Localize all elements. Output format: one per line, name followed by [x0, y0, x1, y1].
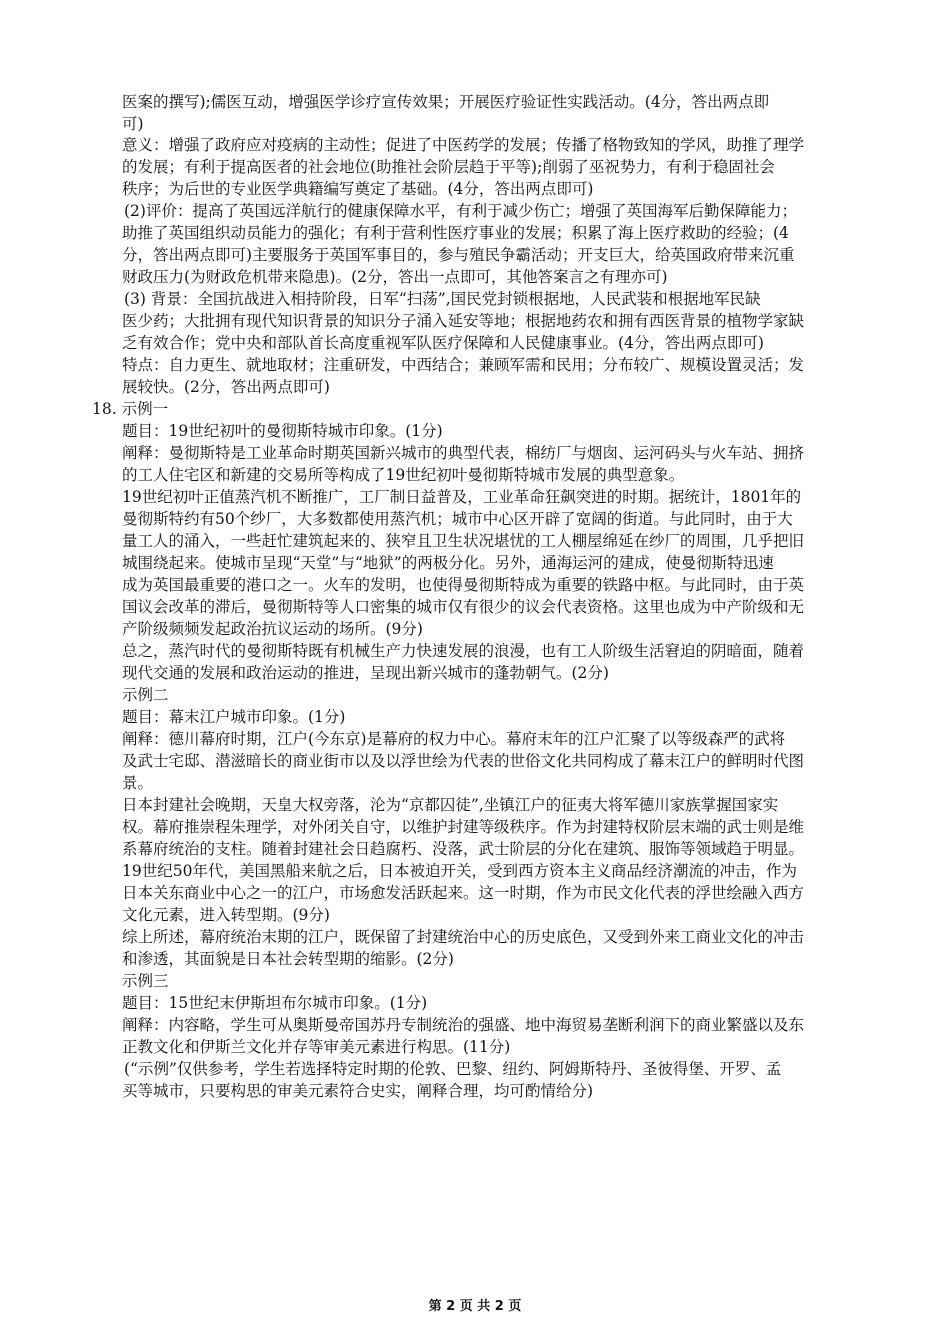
- text-line: 展较快。(2分，答出两点即可): [122, 378, 330, 396]
- text-line: 买等城市，只要构思的审美元素符合史实，阐释合理，均可酌情给分): [122, 1082, 594, 1100]
- text-line: 和渗透，其面貌是日本社会转型期的缩影。(2分): [122, 950, 454, 968]
- text-line: 总之，蒸汽时代的曼彻斯特既有机械生产力快速发展的浪漫，也有工人阶级生活窘迫的阴暗面，随着: [122, 642, 805, 660]
- text-line: (2)评价：提高了英国远洋航行的健康保障水平，有利于减少伤亡；增强了英国海军后勤保障能力；: [124, 202, 797, 220]
- text-line: 题目：幕末江户城市印象。(1分): [122, 708, 346, 726]
- text-line: (3) 背景：全国抗战进入相持阶段，日军“扫荡”,国民党封锁根据地，人民武装和根据地军民缺: [124, 290, 761, 308]
- text-line: 系幕府统治的支柱。随着封建社会日趋腐朽、没落，武士阶层的分化在建筑、服饰等领域趋于明显。: [122, 840, 805, 858]
- text-line: 日本封建社会晚期，天皇大权旁落，沦为“京都囚徒”,坐镇江户的征夷大将军德川家族掌握国家实: [122, 796, 779, 814]
- page-footer: 第 2 页 共 2 页: [428, 1299, 522, 1314]
- text-line: 意义：增强了政府应对疫病的主动性；促进了中医药学的发展；传播了格物致知的学风，助推了理学: [122, 136, 805, 154]
- text-line: 财政压力(为财政危机带来隐患)。(2分，答出一点即可，其他答案言之有理亦可): [122, 268, 668, 286]
- text-line: 的发展；有利于提高医者的社会地位(助推社会阶层趋于平等);削弱了巫祝势力，有利于稳固社会: [122, 158, 775, 176]
- text-line: 文化元素，进入转型期。(9分): [122, 906, 330, 924]
- text-line: 综上所述，幕府统治末期的江户，既保留了封建统治中心的历史底色，又受到外来工商业文化的冲击: [122, 928, 805, 946]
- text-line: 医少药；大批拥有现代知识背景的知识分子涌入延安等地；根据地药农和拥有西医背景的植物学家缺: [122, 312, 805, 330]
- text-line: 乏有效合作；党中央和部队首长高度重视军队医疗保障和人民健康事业。(4分，答出两点即可): [122, 334, 764, 352]
- text-line: (“示例”仅供参考，学生若选择特定时期的伦敦、巴黎、纽约、阿姆斯特丹、圣彼得堡、开罗、孟: [124, 1060, 782, 1078]
- example-heading: 示例三: [122, 972, 169, 990]
- text-line: 题目：19世纪初叶的曼彻斯特城市印象。(1分): [122, 422, 443, 440]
- text-line: 题目：15世纪末伊斯坦布尔城市印象。(1分): [122, 994, 428, 1012]
- text-line: 现代交通的发展和政治运动的推进，呈现出新兴城市的蓬勃朝气。(2分): [122, 664, 609, 682]
- text-line: 分，答出两点即可)主要服务于英国军事目的，参与殖民争霸活动；开支巨大，给英国政府带来沉重: [122, 246, 795, 264]
- text-line: 的工人住宅区和新建的交易所等构成了19世纪初叶曼彻斯特城市发展的典型意象。: [122, 466, 685, 484]
- text-line: 助推了英国组织动员能力的强化；有利于营利性医疗事业的发展；积累了海上医疗救助的经验；(4: [122, 224, 789, 242]
- text-line: 权。幕府推崇程朱理学，对外闭关自守，以维护封建等级秩序。作为封建特权阶层末端的武士则是维: [122, 818, 805, 836]
- text-line: 阐释：德川幕府时期，江户(今东京)是幕府的权力中心。幕府末年的江户汇聚了以等级森严的武将: [122, 730, 786, 748]
- text-line: 医案的撰写);儒医互动，增强医学诊疗宣传效果；开展医疗验证性实践活动。(4分，答出两点即: [122, 93, 770, 111]
- text-line: 阐释：内容略，学生可从奥斯曼帝国苏丹专制统治的强盛、地中海贸易垄断利润下的商业繁盛以及东: [122, 1016, 805, 1034]
- text-line: 日本关东商业中心之一的江户，市场愈发活跃起来。这一时期，作为市民文化代表的浮世绘融入西方: [122, 884, 805, 902]
- text-line: 秩序；为后世的专业医学典籍编写奠定了基础。(4分，答出两点即可): [122, 180, 594, 198]
- text-line: 及武士宅邸、潜滋暗长的商业街市以及以浮世绘为代表的世俗文化共同构成了幕末江户的鲜明时代图: [122, 752, 805, 770]
- text-line: 19世纪50年代，美国黑船来航之后，日本被迫开关，受到西方资本主义商品经济潮流的冲击，作为: [122, 862, 797, 880]
- text-line: 阐释：曼彻斯特是工业革命时期英国新兴城市的典型代表，棉纺厂与烟囱、运河码头与火车站、拥挤: [122, 444, 805, 462]
- text-line: 产阶级频频发起政治抗议运动的场所。(9分): [122, 620, 423, 638]
- text-line: 量工人的涌入，一些赶忙建筑起来的、狭窄且卫生状况堪忧的工人棚屋绵延在纱厂的周围，几乎把旧: [122, 532, 805, 550]
- text-line: 成为英国最重要的港口之一。火车的发明，也使得曼彻斯特成为重要的铁路中枢。与此同时，由于英: [122, 576, 805, 594]
- text-line: 景。: [122, 774, 154, 792]
- question-number: 18. 示例一: [92, 400, 169, 418]
- text-line: 国议会改革的滞后，曼彻斯特等人口密集的城市仅有很少的议会代表资格。这里也成为中产阶级和无: [122, 598, 805, 616]
- text-line: 正教文化和伊斯兰文化并存等审美元素进行构思。(11分): [122, 1038, 511, 1056]
- text-line: 特点：自力更生、就地取材；注重研发，中西结合；兼顾军需和民用；分布较广、规模设置灵活；发: [122, 356, 805, 374]
- text-line: 曼彻斯特约有50个纱厂，大多数都使用蒸汽机；城市中心区开辟了宽阔的街道。与此同时，由于大: [122, 510, 793, 528]
- text-line: 可): [122, 115, 144, 133]
- text-line: 19世纪初叶正值蒸汽机不断推广，工厂制日益普及，工业革命狂飙突进的时期。据统计，1801年的: [122, 488, 802, 506]
- example-heading: 示例二: [122, 686, 169, 704]
- text-line: 城围绕起来。使城市呈现“天堂”与“地狱”的两极分化。另外，通海运河的建成，使曼彻斯特迅速: [122, 554, 774, 572]
